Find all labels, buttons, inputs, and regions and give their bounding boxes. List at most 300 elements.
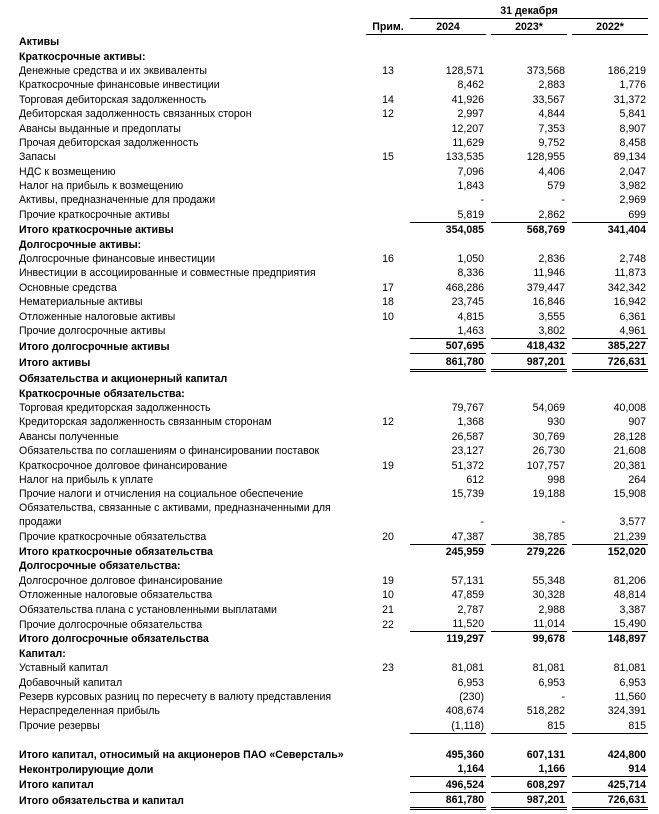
value-2022: 152,020 bbox=[607, 546, 647, 559]
value-2023: 9,752 bbox=[538, 136, 565, 149]
value-2024: 245,959 bbox=[445, 546, 484, 559]
note-ref bbox=[366, 179, 410, 193]
value-2024: - bbox=[480, 194, 484, 207]
statement-row bbox=[18, 501, 648, 529]
header-row-columns bbox=[18, 19, 648, 34]
year-header-2022: 2022* bbox=[572, 19, 648, 34]
statement-row bbox=[18, 386, 648, 400]
value-2023: 128,955 bbox=[526, 151, 565, 164]
note-ref bbox=[366, 324, 410, 339]
value-2024: 41,926 bbox=[451, 93, 484, 106]
value-2022: 3,387 bbox=[619, 603, 647, 616]
value-2024: 79,767 bbox=[451, 401, 484, 414]
statement-row bbox=[18, 136, 648, 150]
line-item-label: Прочие краткосрочные активы bbox=[19, 209, 170, 222]
note-ref: 17 bbox=[382, 281, 394, 294]
line-item-label: Итого краткосрочные обязательства bbox=[19, 546, 213, 559]
statement-row bbox=[18, 107, 648, 121]
statement-row bbox=[18, 792, 648, 808]
statement-row bbox=[18, 487, 648, 501]
line-item-label: Долгосрочное долговое финансирование bbox=[19, 574, 223, 587]
value-2023: 373,568 bbox=[526, 64, 565, 77]
value-2022: 424,800 bbox=[607, 748, 647, 761]
value-2022: 81,081 bbox=[613, 662, 647, 675]
statement-row bbox=[18, 179, 648, 193]
line-item-label: Капитал: bbox=[19, 647, 66, 660]
value-2022 bbox=[572, 386, 648, 400]
header-row-date bbox=[18, 4, 648, 19]
note-ref: 12 bbox=[382, 108, 394, 121]
statement-row bbox=[18, 64, 648, 78]
value-2023: 6,953 bbox=[538, 676, 565, 689]
value-2022: 8,907 bbox=[619, 122, 647, 135]
statement-row bbox=[18, 602, 648, 616]
note-ref: 14 bbox=[382, 93, 394, 106]
line-item-label: Итого долгосрочные обязательства bbox=[19, 633, 209, 646]
value-2024: 133,535 bbox=[445, 151, 484, 164]
value-2023 bbox=[491, 559, 567, 573]
value-2023: - bbox=[561, 194, 565, 207]
value-2024 bbox=[410, 370, 486, 386]
value-2023: 99,678 bbox=[532, 633, 565, 646]
note-ref bbox=[366, 193, 410, 207]
value-2022: 20,381 bbox=[613, 459, 647, 472]
line-item-label: Итого обязательства и капитал bbox=[19, 795, 184, 808]
value-2024: 11,629 bbox=[452, 136, 484, 149]
note-ref: 13 bbox=[382, 64, 394, 77]
value-2022: 726,631 bbox=[572, 354, 648, 370]
note-column-header: Прим. bbox=[366, 19, 410, 34]
year-header-2024: 2024 bbox=[410, 19, 486, 34]
value-2023: 3,555 bbox=[538, 310, 565, 323]
note-ref: 19 bbox=[382, 574, 394, 587]
note-ref bbox=[366, 690, 410, 704]
value-2022: 21,239 bbox=[572, 529, 648, 544]
line-item-label: Обязательства плана с установленными выплатами bbox=[19, 603, 277, 616]
note-ref bbox=[366, 338, 410, 353]
value-2022: 2,969 bbox=[619, 194, 647, 207]
value-2023: 987,201 bbox=[491, 792, 567, 808]
date-caption: 31 декабря bbox=[410, 4, 648, 19]
statement-row bbox=[18, 222, 648, 237]
statement-row bbox=[18, 458, 648, 472]
line-item-label: Итого капитал bbox=[19, 779, 94, 792]
line-item-label: Краткосрочные активы: bbox=[19, 50, 146, 63]
note-ref bbox=[366, 78, 410, 92]
value-2023: 2,836 bbox=[538, 253, 565, 266]
statement-row bbox=[18, 266, 648, 280]
note-ref bbox=[366, 473, 410, 487]
value-2023 bbox=[491, 237, 567, 251]
value-2022: 699 bbox=[572, 207, 648, 222]
value-2024: 51,372 bbox=[451, 459, 484, 472]
note-ref bbox=[366, 544, 410, 559]
line-item-label: НДС к возмещению bbox=[19, 165, 116, 178]
value-2023: 607,131 bbox=[526, 748, 565, 761]
value-2022: 28,128 bbox=[613, 430, 647, 443]
line-item-label: Прочие краткосрочные обязательства bbox=[19, 531, 207, 544]
statement-row bbox=[18, 733, 648, 762]
value-2024: 12,207 bbox=[451, 122, 484, 135]
value-2024: 15,739 bbox=[451, 488, 484, 501]
value-2024 bbox=[410, 49, 486, 63]
value-2022: 914 bbox=[572, 762, 648, 777]
statement-row bbox=[18, 544, 648, 559]
value-2023: 279,226 bbox=[526, 546, 565, 559]
note-ref: 20 bbox=[382, 531, 394, 544]
value-2022: 21,608 bbox=[613, 445, 647, 458]
note-ref bbox=[366, 207, 410, 222]
value-2024: 8,462 bbox=[457, 79, 484, 92]
line-item-label: Налог на прибыль к уплате bbox=[19, 473, 154, 486]
value-2023: 2,883 bbox=[538, 79, 565, 92]
value-2023 bbox=[491, 49, 567, 63]
value-2023: 38,785 bbox=[491, 529, 567, 544]
note-ref bbox=[366, 354, 410, 370]
value-2022: 2,047 bbox=[619, 165, 647, 178]
statement-row bbox=[18, 473, 648, 487]
value-2022: 1,776 bbox=[619, 79, 647, 92]
note-ref bbox=[366, 222, 410, 237]
line-item-label: Итого капитал, относимый на акционеров ПАО «Северсталь» bbox=[19, 748, 344, 761]
value-2022: 89,134 bbox=[613, 151, 647, 164]
value-2022 bbox=[572, 559, 648, 573]
note-ref: 23 bbox=[382, 662, 394, 675]
line-item-label: Нераспределенная прибыль bbox=[19, 705, 160, 718]
note-ref bbox=[366, 675, 410, 689]
year-header-2023: 2023* bbox=[491, 19, 567, 34]
statement-row bbox=[18, 559, 648, 573]
value-2022: 907 bbox=[628, 416, 647, 429]
value-2022 bbox=[572, 646, 648, 660]
note-ref: 15 bbox=[382, 151, 394, 164]
value-2023: 19,188 bbox=[532, 488, 565, 501]
statement-row bbox=[18, 415, 648, 429]
statement-row bbox=[18, 429, 648, 443]
line-item-label: Уставный капитал bbox=[19, 662, 109, 675]
line-item-label: Обязательства, связанные с активами, предназначенными для продажи bbox=[19, 502, 331, 529]
statement-row bbox=[18, 354, 648, 370]
value-2024: 496,524 bbox=[410, 777, 486, 792]
value-2024: 861,780 bbox=[410, 792, 486, 808]
statement-row bbox=[18, 92, 648, 106]
line-item-label: Активы bbox=[19, 36, 60, 49]
value-2022: 15,490 bbox=[572, 617, 648, 632]
line-item-label: Инвестиции в ассоциированные и совместные предприятия bbox=[19, 267, 316, 280]
value-2023 bbox=[491, 34, 567, 49]
value-2022: 815 bbox=[572, 718, 648, 733]
value-2024: 507,695 bbox=[410, 338, 486, 353]
value-2024: 6,953 bbox=[457, 676, 484, 689]
note-ref: 10 bbox=[382, 589, 394, 602]
line-item-label: Прочая дебиторская задолженность bbox=[19, 136, 199, 149]
note-ref bbox=[366, 501, 410, 529]
value-2024: 861,780 bbox=[410, 354, 486, 370]
value-2022: 40,008 bbox=[613, 401, 647, 414]
statement-row bbox=[18, 588, 648, 602]
note-ref bbox=[366, 559, 410, 573]
line-item-label: Краткосрочное долговое финансирование bbox=[19, 459, 228, 472]
value-2022: 15,908 bbox=[613, 488, 647, 501]
line-item-label: Итого долгосрочные активы bbox=[19, 340, 170, 353]
statement-row bbox=[18, 237, 648, 251]
statement-row bbox=[18, 252, 648, 266]
value-2023: 30,769 bbox=[532, 430, 565, 443]
line-item-label: Отложенные налоговые активы bbox=[19, 310, 176, 323]
value-2023: 81,081 bbox=[532, 662, 565, 675]
statement-row bbox=[18, 49, 648, 63]
value-2023 bbox=[491, 370, 567, 386]
note-ref bbox=[366, 733, 410, 762]
line-item-label: Авансы выданные и предоплаты bbox=[19, 122, 181, 135]
value-2024: 128,571 bbox=[445, 64, 484, 77]
value-2022: 186,219 bbox=[607, 64, 647, 77]
value-2024: 354,085 bbox=[445, 224, 484, 237]
line-item-label: Обязательства и акционерный капитал bbox=[19, 373, 228, 386]
note-ref bbox=[366, 136, 410, 150]
note-ref: 18 bbox=[382, 296, 394, 309]
value-2024: 47,387 bbox=[410, 529, 486, 544]
statement-row bbox=[18, 121, 648, 135]
note-ref bbox=[366, 164, 410, 178]
value-2023: 3,802 bbox=[491, 324, 567, 339]
line-item-label: Резерв курсовых разниц по пересчету в валюту представления bbox=[19, 690, 332, 703]
statement-row bbox=[18, 164, 648, 178]
note-ref: 22 bbox=[382, 618, 394, 631]
value-2024: 8,336 bbox=[457, 267, 484, 280]
value-2022: 264 bbox=[628, 473, 647, 486]
statement-row bbox=[18, 573, 648, 587]
value-2024 bbox=[410, 646, 486, 660]
statement-row bbox=[18, 34, 648, 49]
line-item-label: Обязательства по соглашениям о финансировании поставок bbox=[19, 445, 320, 458]
value-2023: 11,014 bbox=[491, 617, 567, 632]
note-ref bbox=[366, 370, 410, 386]
note-ref: 16 bbox=[382, 253, 394, 266]
note-ref bbox=[366, 49, 410, 63]
line-item-label: Активы, предназначенные для продажи bbox=[19, 194, 216, 207]
line-item-label: Прочие резервы bbox=[19, 720, 100, 733]
value-2023: 568,769 bbox=[526, 224, 565, 237]
value-2024: 81,081 bbox=[451, 662, 484, 675]
statement-row bbox=[18, 718, 648, 733]
value-2024: 612 bbox=[466, 473, 484, 486]
value-2024: 495,360 bbox=[445, 748, 484, 761]
value-2023: 7,353 bbox=[538, 122, 565, 135]
balance-sheet-table bbox=[18, 4, 648, 810]
value-2023: 998 bbox=[547, 473, 565, 486]
note-ref bbox=[366, 444, 410, 458]
value-2024: 5,819 bbox=[410, 207, 486, 222]
value-2024: 1,368 bbox=[457, 416, 484, 429]
value-2024: 57,131 bbox=[451, 574, 484, 587]
value-2023: 987,201 bbox=[491, 354, 567, 370]
statement-row bbox=[18, 324, 648, 339]
note-ref: 10 bbox=[382, 310, 394, 323]
statement-row bbox=[18, 529, 648, 544]
value-2023: 608,297 bbox=[491, 777, 567, 792]
statement-row bbox=[18, 777, 648, 792]
statement-row bbox=[18, 401, 648, 415]
value-2022: 148,897 bbox=[607, 633, 647, 646]
statement-row bbox=[18, 370, 648, 386]
value-2022: 3,577 bbox=[619, 516, 647, 529]
note-ref: 12 bbox=[382, 416, 394, 429]
value-2022: 4,961 bbox=[572, 324, 648, 339]
value-2023: 55,348 bbox=[532, 574, 565, 587]
value-2024: 1,463 bbox=[410, 324, 486, 339]
value-2024: 1,050 bbox=[457, 253, 484, 266]
value-2023 bbox=[491, 646, 567, 660]
note-ref bbox=[366, 777, 410, 792]
statement-row bbox=[18, 632, 648, 647]
note-ref bbox=[366, 762, 410, 777]
statement-row bbox=[18, 295, 648, 309]
note-ref bbox=[366, 34, 410, 49]
value-2024: 119,297 bbox=[446, 633, 484, 646]
line-item-label: Долгосрочные активы: bbox=[19, 238, 142, 251]
value-2024: 23,127 bbox=[451, 445, 484, 458]
value-2023: 579 bbox=[547, 180, 565, 193]
value-2024: 2,997 bbox=[457, 108, 484, 121]
statement-row bbox=[18, 280, 648, 294]
value-2023: 1,166 bbox=[491, 762, 567, 777]
note-ref bbox=[366, 266, 410, 280]
value-2024: 26,587 bbox=[451, 430, 484, 443]
value-2024: 11,520 bbox=[410, 617, 486, 632]
note-ref bbox=[366, 401, 410, 415]
value-2023 bbox=[491, 386, 567, 400]
line-item-label: Добавочный капитал bbox=[19, 676, 123, 689]
value-2022 bbox=[572, 237, 648, 251]
value-2022: 5,841 bbox=[619, 108, 647, 121]
note-ref bbox=[366, 718, 410, 733]
note-ref bbox=[366, 646, 410, 660]
value-2023: 33,567 bbox=[532, 93, 565, 106]
line-item-label: Прочие налоги и отчисления на социальное обеспечение bbox=[19, 488, 304, 501]
statement-row bbox=[18, 762, 648, 777]
value-2023: 30,328 bbox=[532, 589, 565, 602]
line-item-label: Основные средства bbox=[19, 281, 117, 294]
note-ref bbox=[366, 429, 410, 443]
value-2022: 341,404 bbox=[607, 224, 647, 237]
statement-row bbox=[18, 661, 648, 675]
line-item-label: Долгосрочные обязательства: bbox=[19, 560, 181, 573]
value-2023: - bbox=[561, 516, 565, 529]
note-ref bbox=[366, 632, 410, 647]
line-item-label: Денежные средства и их эквиваленты bbox=[19, 64, 207, 77]
value-2023: 2,862 bbox=[491, 207, 567, 222]
value-2022: 2,748 bbox=[619, 253, 647, 266]
value-2022 bbox=[572, 49, 648, 63]
statement-row bbox=[18, 444, 648, 458]
value-2024: 47,859 bbox=[451, 589, 484, 602]
value-2023: 107,757 bbox=[526, 459, 565, 472]
value-2022: 6,361 bbox=[619, 310, 647, 323]
value-2022: 48,814 bbox=[613, 589, 647, 602]
value-2024: 7,096 bbox=[457, 165, 484, 178]
value-2024 bbox=[410, 386, 486, 400]
value-2023: 26,730 bbox=[532, 445, 565, 458]
note-ref bbox=[366, 792, 410, 808]
note-ref: 19 bbox=[382, 459, 394, 472]
line-item-label: Торговая кредиторская задолженность bbox=[19, 401, 211, 414]
value-2024: - bbox=[480, 516, 484, 529]
value-2022: 6,953 bbox=[619, 676, 647, 689]
note-ref bbox=[366, 386, 410, 400]
value-2024: (230) bbox=[459, 690, 484, 703]
line-item-label: Итого активы bbox=[19, 357, 91, 370]
value-2022: 3,982 bbox=[619, 180, 647, 193]
value-2023: 4,406 bbox=[538, 165, 565, 178]
statement-row bbox=[18, 309, 648, 323]
value-2023: 4,844 bbox=[538, 108, 565, 121]
line-item-label: Долгосрочные финансовые инвестиции bbox=[19, 253, 216, 266]
note-ref bbox=[366, 237, 410, 251]
value-2024: 4,815 bbox=[457, 310, 484, 323]
line-item-label: Прочие долгосрочные обязательства bbox=[19, 618, 203, 631]
value-2022: 11,873 bbox=[614, 267, 647, 280]
note-ref bbox=[366, 704, 410, 718]
value-2024 bbox=[410, 237, 486, 251]
value-2022: 726,631 bbox=[572, 792, 648, 808]
value-2024 bbox=[410, 34, 486, 49]
statement-row bbox=[18, 704, 648, 718]
note-ref bbox=[366, 487, 410, 501]
value-2022 bbox=[572, 34, 648, 49]
value-2022: 11,560 bbox=[614, 690, 647, 703]
line-item-label: Итого краткосрочные активы bbox=[19, 224, 174, 237]
line-item-label: Авансы полученные bbox=[19, 430, 119, 443]
line-item-label: Налог на прибыль к возмещению bbox=[19, 180, 184, 193]
value-2023: 418,432 bbox=[491, 338, 567, 353]
value-2023: 815 bbox=[491, 718, 567, 733]
statement-row bbox=[18, 150, 648, 164]
value-2023: 11,946 bbox=[533, 267, 565, 280]
line-item-label: Краткосрочные финансовые инвестиции bbox=[19, 79, 220, 92]
value-2023: 930 bbox=[547, 416, 565, 429]
value-2024: 408,674 bbox=[445, 705, 484, 718]
statement-row bbox=[18, 675, 648, 689]
statement-row bbox=[18, 207, 648, 222]
value-2022: 31,372 bbox=[613, 93, 647, 106]
value-2023: 518,282 bbox=[526, 705, 565, 718]
value-2024: (1,118) bbox=[410, 718, 486, 733]
value-2024 bbox=[410, 559, 486, 573]
value-2023: 2,988 bbox=[538, 603, 565, 616]
statement-row bbox=[18, 338, 648, 353]
line-item-label: Торговая дебиторская задолженность bbox=[19, 93, 207, 106]
value-2024: 468,286 bbox=[445, 281, 484, 294]
value-2022: 342,342 bbox=[607, 281, 647, 294]
line-item-label: Неконтролирующие доли bbox=[19, 763, 154, 776]
value-2022: 81,206 bbox=[613, 574, 647, 587]
value-2022: 324,391 bbox=[607, 705, 647, 718]
statement-row bbox=[18, 78, 648, 92]
line-item-label: Кредиторская задолженность связанным сторонам bbox=[19, 416, 272, 429]
line-item-label: Запасы bbox=[19, 151, 56, 164]
value-2023: - bbox=[561, 690, 565, 703]
value-2023: 379,447 bbox=[526, 281, 565, 294]
value-2022: 16,942 bbox=[613, 296, 647, 309]
value-2024: 2,787 bbox=[457, 603, 484, 616]
line-item-label: Дебиторская задолженность связанных сторон bbox=[19, 108, 252, 121]
value-2023: 16,846 bbox=[532, 296, 565, 309]
statement-row bbox=[18, 690, 648, 704]
value-2024: 1,843 bbox=[457, 180, 484, 193]
statement-row bbox=[18, 617, 648, 632]
note-ref bbox=[366, 121, 410, 135]
